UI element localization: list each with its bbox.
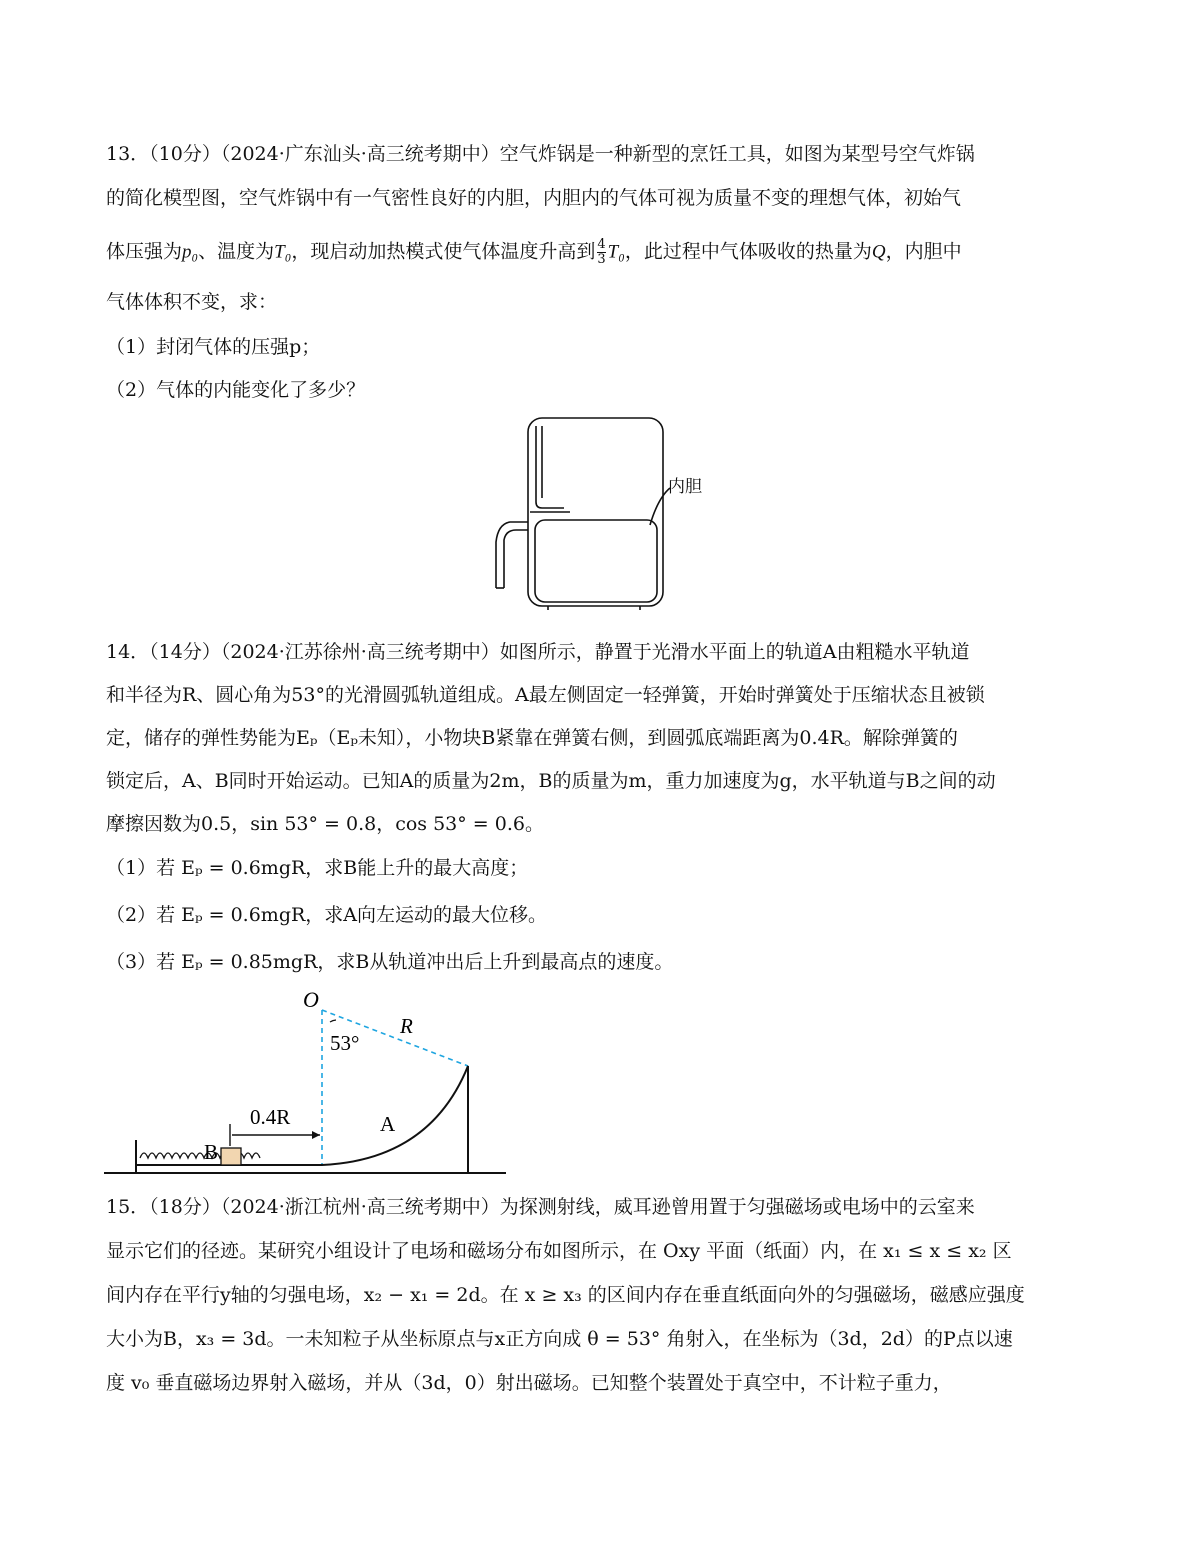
q13-line3-c: ，现启动加热模式使气体温度升高到 <box>291 240 596 263</box>
q13-sub1: （1）封闭气体的压强p； <box>106 336 321 358</box>
q13-line4: 气体体积不变，求： <box>106 291 278 313</box>
q15-line3: 间内存在平行y轴的匀强电场，x₂ − x₁ = 2d。在 x ≥ x₃ 的区间内存在垂直纸面向外的匀强磁场，磁感应强度 <box>106 1284 1025 1306</box>
q13-line3 <box>106 238 1096 267</box>
q13-line3-b: 、温度为 <box>198 240 275 263</box>
label-O: O <box>303 990 319 1012</box>
label-dist: 0.4R <box>250 1105 291 1129</box>
q14-line1: 14．（14分）（2024·江苏徐州·高三统考期中）如图所示，静置于光滑水平面上的轨道A由粗糙水平轨道 <box>106 641 970 663</box>
q13-line1: 13．（10分）（2024·广东汕头·高三统考期中）空气炸锅是一种新型的烹饪工具，如图为某型号空气炸锅 <box>106 143 975 165</box>
q13-sub2: （2）气体的内能变化了多少？ <box>106 379 366 401</box>
q15-line4: 大小为B，x₃ = 3d。一未知粒子从坐标原点与x正方向成 θ = 53° 角射入，在坐标为（3d，2d）的P点以速 <box>106 1328 1013 1350</box>
q13-Q: Q <box>871 241 886 263</box>
spring <box>140 1153 260 1158</box>
q14-line4: 锁定后，A、B同时开始运动。已知A的质量为2m，B的质量为m，重力加速度为g，水平轨道与B之间的动 <box>106 770 996 792</box>
label-B: B <box>204 1140 219 1164</box>
fryer-top-panel <box>536 426 564 508</box>
q15-line2: 显示它们的径迹。某研究小组设计了电场和磁场分布如图所示，在 Oxy 平面（纸面）内，在 x₁ ≤ x ≤ x₂ 区 <box>106 1240 1012 1262</box>
label-angle: 53° <box>330 1031 360 1055</box>
air-fryer-figure <box>490 412 730 617</box>
q13-line3-d: ，此过程中气体吸收的热量为 <box>624 240 872 263</box>
q13-p0: p₀ <box>182 241 199 263</box>
block-B <box>221 1148 241 1165</box>
q13-T0b: T₀ <box>607 241 625 263</box>
q14-line2: 和半径为R、圆心角为53°的光滑圆弧轨道组成。A最左侧固定一轻弹簧，开始时弹簧处于压缩状态且被锁 <box>106 684 985 706</box>
fryer-inner-pot <box>535 520 657 602</box>
label-R: R <box>400 1014 413 1038</box>
label-A: A <box>380 1112 396 1136</box>
q13-line2: 的简化模型图，空气炸锅中有一气密性良好的内胆，内胆内的气体可视为质量不变的理想气体，初始气 <box>106 187 962 209</box>
q13-fraction <box>597 238 605 267</box>
fryer-handle <box>496 522 528 588</box>
q15-line5: 度 v₀ 垂直磁场边界射入磁场，并从（3d，0）射出磁场。已知整个装置处于真空中，不计粒子重力， <box>106 1372 952 1394</box>
leader-line <box>650 488 670 525</box>
fryer-label: 内胆 <box>668 477 702 496</box>
q13-frac-den: 3 <box>597 252 606 267</box>
q13-frac-num: 4 <box>597 237 606 252</box>
track-A <box>136 1066 468 1173</box>
dist-arrowhead <box>312 1131 320 1139</box>
q13-T0: T₀ <box>274 241 292 263</box>
angle-arc <box>330 1020 336 1022</box>
q14-sub2: （2）若 Eₚ = 0.6mgR，求A向左运动的最大位移。 <box>106 904 548 926</box>
track-figure <box>100 990 520 1180</box>
q13-line3-e: ，内胆中 <box>885 240 962 263</box>
q14-sub1: （1）若 Eₚ = 0.6mgR，求B能上升的最大高度； <box>106 857 529 879</box>
q14-line5: 摩擦因数为0.5，sin 53° = 0.8，cos 53° = 0.6。 <box>106 813 544 835</box>
q15-line1: 15．（18分）（2024·浙江杭州·高三统考期中）为探测射线，威耳逊曾用置于匀强磁场或电场中的云室来 <box>106 1196 975 1218</box>
q13-line3-a: 体压强为 <box>106 240 183 263</box>
q14-sub3: （3）若 Eₚ = 0.85mgR，求B从轨道冲出后上升到最高点的速度。 <box>106 951 674 973</box>
q14-line3: 定，储存的弹性势能为Eₚ（Eₚ未知），小物块B紧靠在弹簧右侧，到圆弧底端距离为0.4R。解除弹簧的 <box>106 727 958 749</box>
